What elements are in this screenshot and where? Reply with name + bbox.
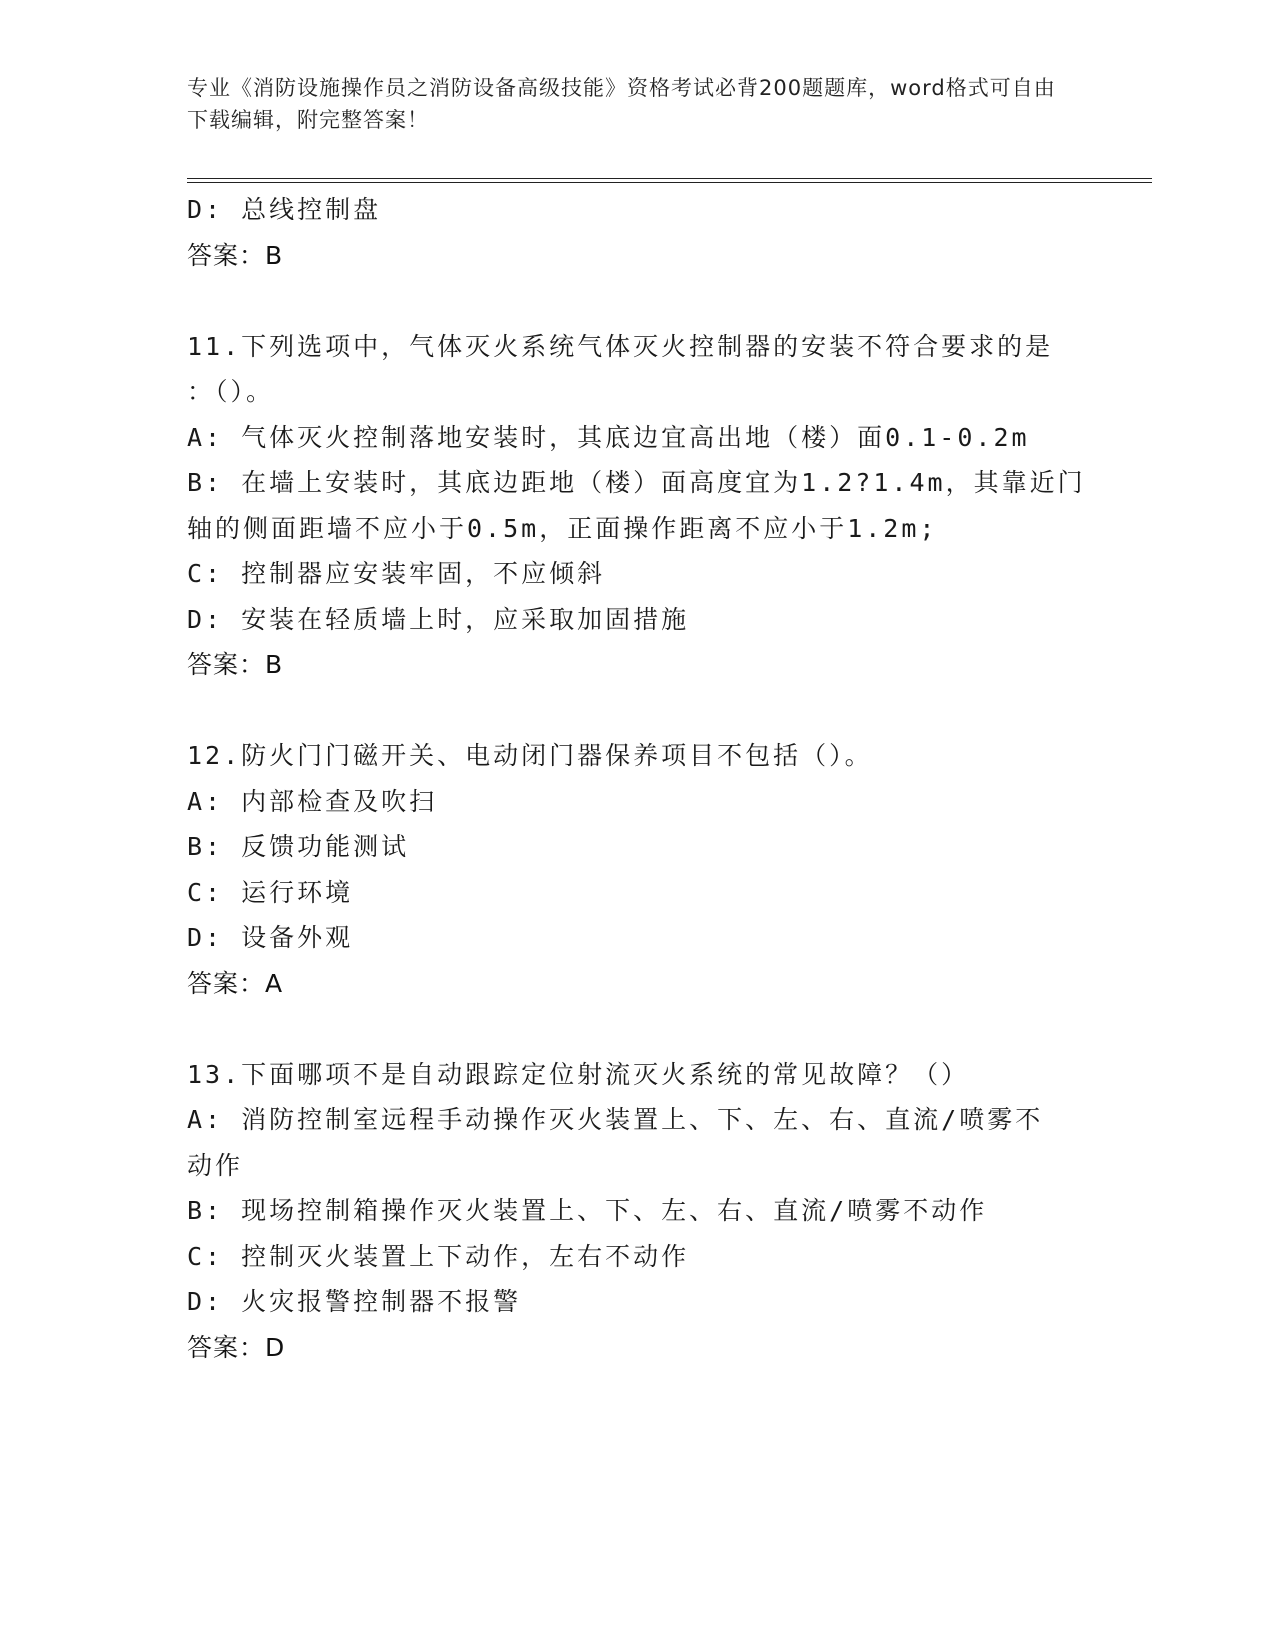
- answer: 答案：B: [187, 240, 284, 270]
- option-b: B: 反馈功能测试: [187, 832, 410, 861]
- answer: 答案：B: [187, 650, 284, 679]
- answer: 答案：D: [187, 1332, 286, 1362]
- option-c: C: 运行环境: [187, 877, 354, 907]
- spacer: [187, 1006, 1087, 1052]
- spacer: [187, 278, 1087, 324]
- option-a: A: 气体灭火控制落地安装时，其底边宜高出地（楼）面0.1-0.2m: [187, 422, 1030, 452]
- option-d: D: 火灾报警控制器不报警: [187, 1287, 522, 1316]
- document-header: 专业《消防设施操作员之消防设备高级技能》资格考试必背200题题库，word格式可自由下载编辑，附完整答案！: [187, 76, 1056, 132]
- option-a: A: 内部检查及吹扫: [187, 786, 438, 816]
- option-c: C: 控制器应安装牢固，不应倾斜: [187, 559, 606, 588]
- option-a: A: 消防控制室远程手动操作灭火装置上、下、左、右、直流/喷雾不: [187, 1105, 1044, 1134]
- question-13: [187, 1052, 1087, 1371]
- question-stem: 12.防火门门磁开关、电动闭门器保养项目不包括（）。: [187, 741, 873, 770]
- question-10-tail: [187, 187, 1087, 278]
- spacer: [187, 688, 1087, 734]
- question-stem-continued: ：（）。: [187, 377, 275, 406]
- option-d: D: 安装在轻质墙上时，应采取加固措施: [187, 604, 690, 634]
- question-11: [187, 324, 1087, 688]
- question-list: [187, 187, 1087, 1370]
- header-divider-top: [187, 178, 1152, 179]
- option-a-continued: 动作: [187, 1150, 244, 1180]
- question-stem: 11.下列选项中，气体灭火系统气体灭火控制器的安装不符合要求的是: [187, 331, 1054, 361]
- option-b-continued: 轴的侧面距墙不应小于0.5m，正面操作距离不应小于1.2m;: [187, 513, 938, 543]
- answer: 答案：A: [187, 968, 284, 998]
- option-d: D: 总线控制盘: [187, 195, 382, 224]
- option-b: B: 现场控制箱操作灭火装置上、下、左、右、直流/喷雾不动作: [187, 1196, 988, 1225]
- question-stem: 13.下面哪项不是自动跟踪定位射流灭火系统的常见故障？（）: [187, 1059, 970, 1089]
- option-d: D: 设备外观: [187, 923, 354, 952]
- option-b: B: 在墙上安装时，其底边距地（楼）面高度宜为1.2?1.4m，其靠近门: [187, 468, 1086, 497]
- header-divider-bottom: [187, 182, 1152, 183]
- option-c: C: 控制灭火装置上下动作，左右不动作: [187, 1241, 690, 1271]
- question-12: [187, 733, 1087, 1006]
